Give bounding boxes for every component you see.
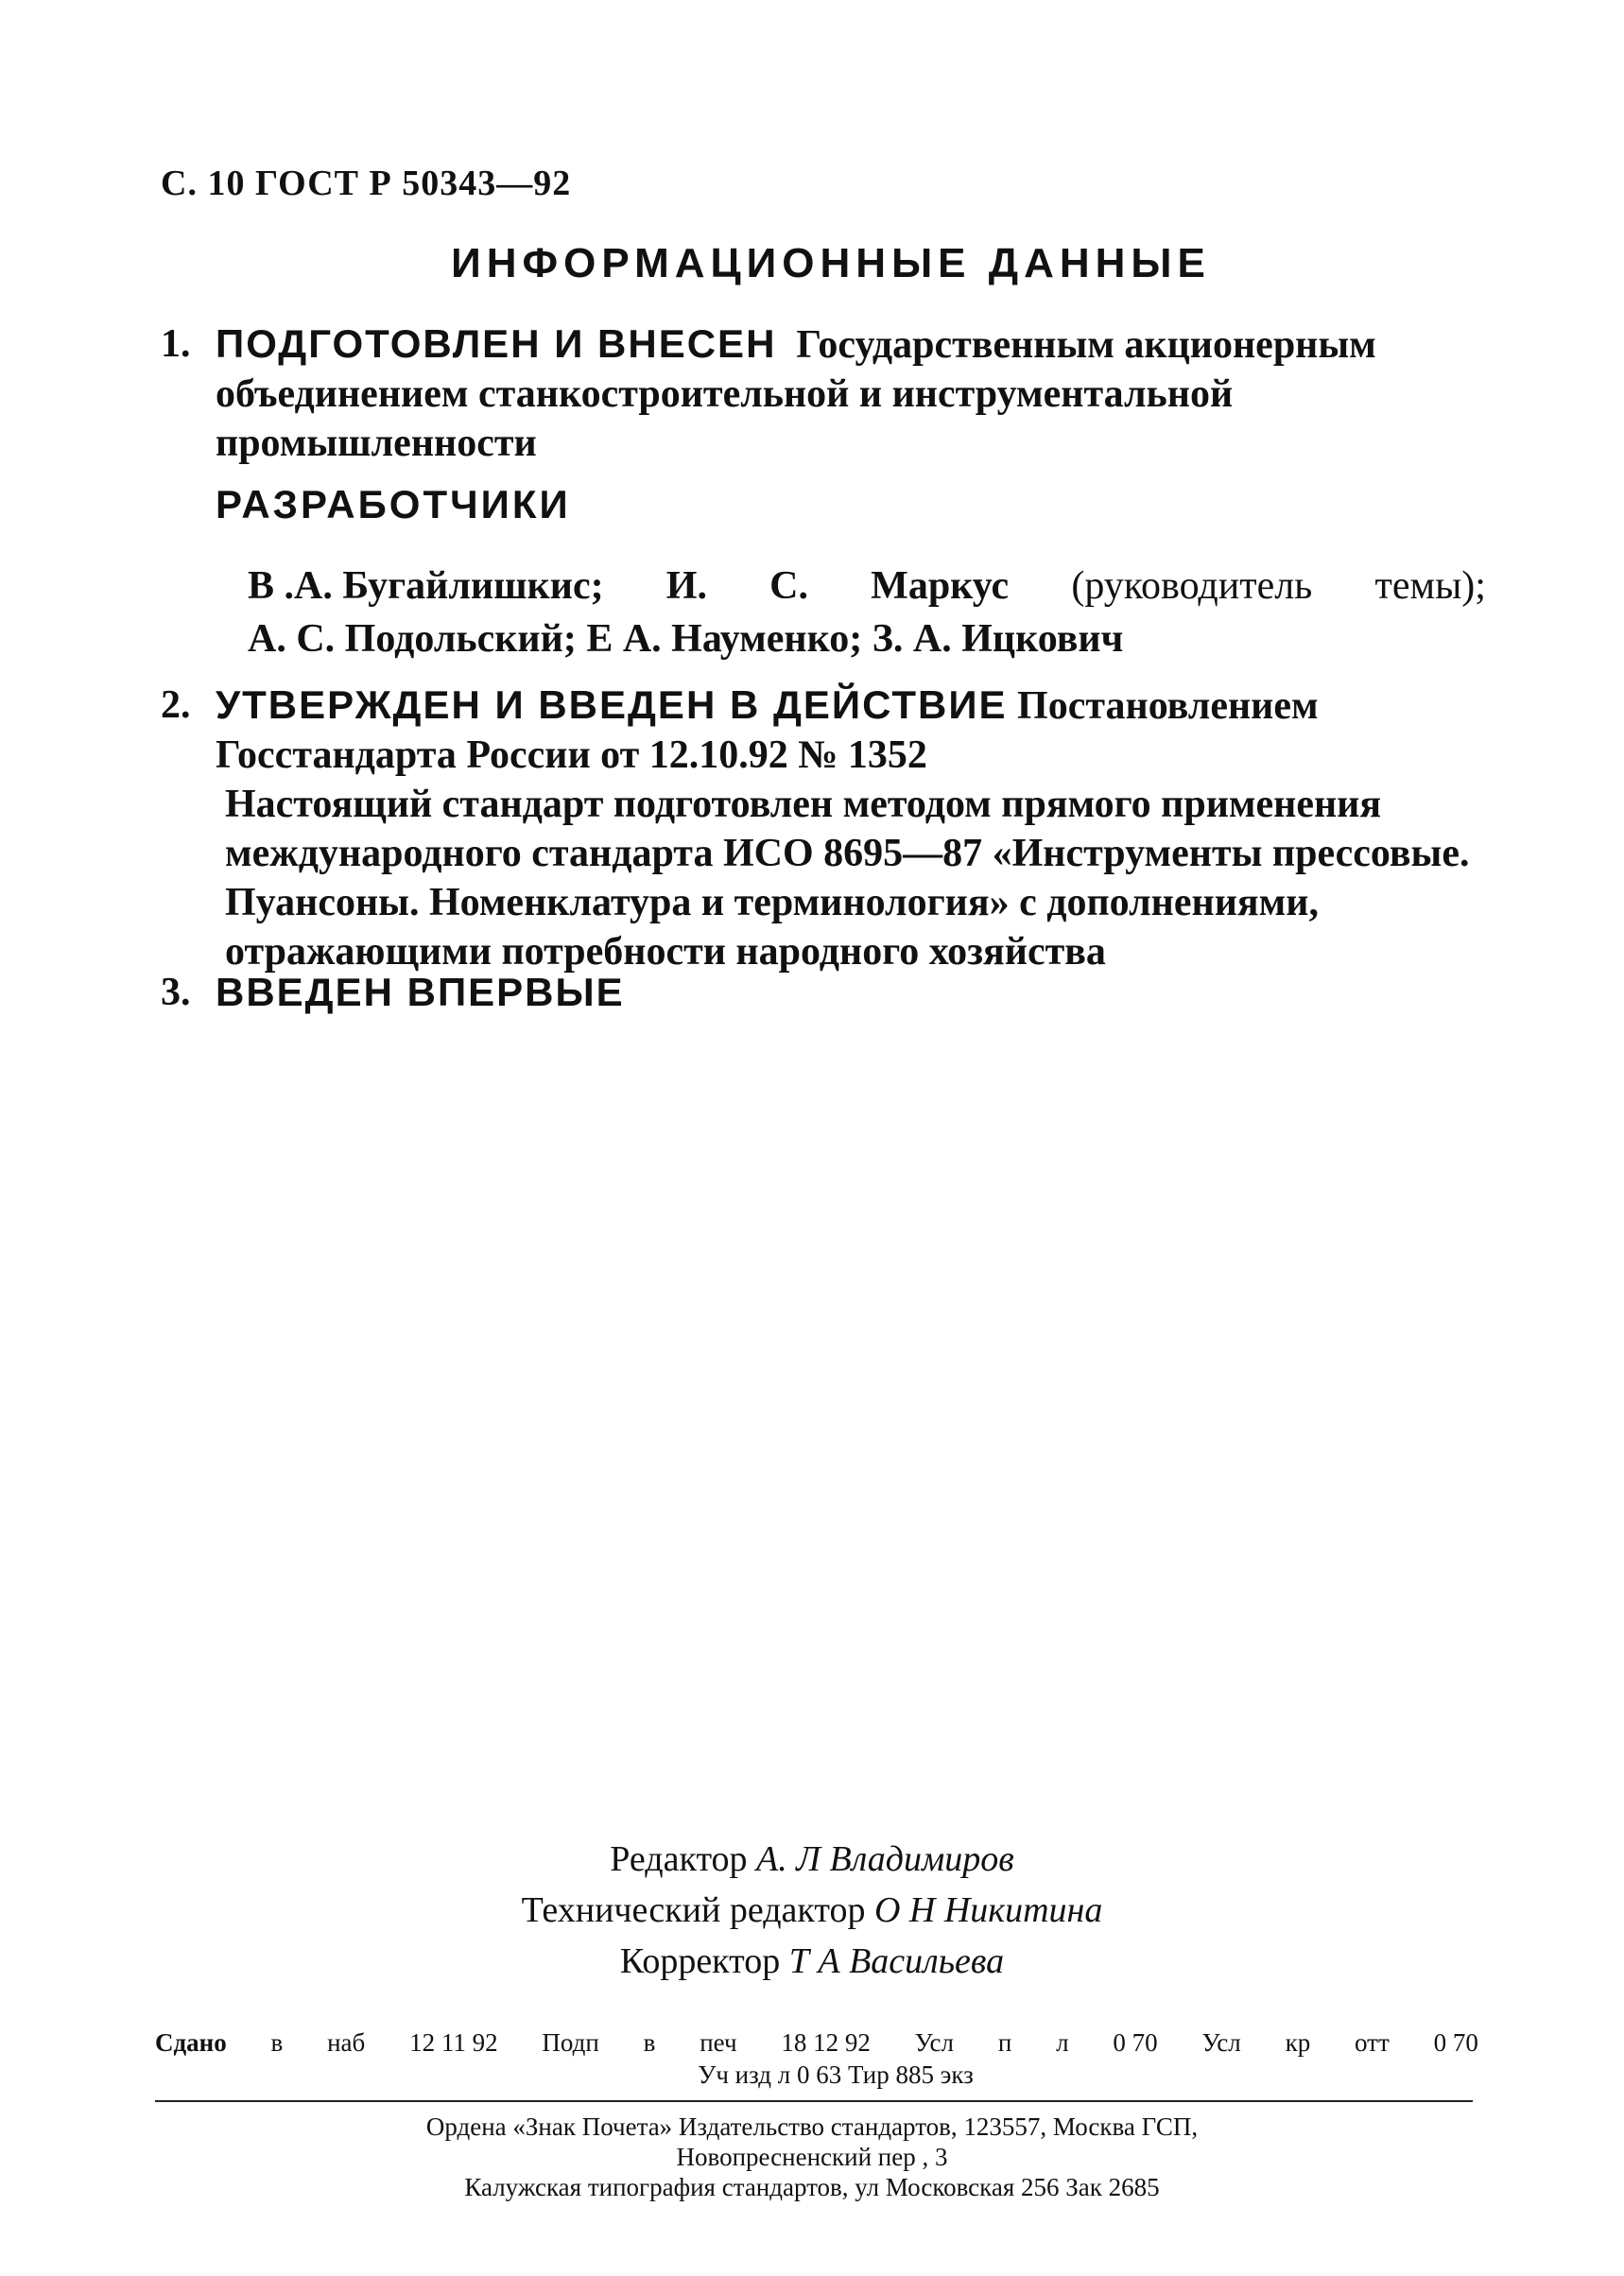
footer-line: Ордена «Знак Почета» Издательство стандартов, 123557, Москва ГСП, bbox=[425, 2112, 1199, 2141]
footer-line: Калужская типография стандартов, ул Московская 256 Зак 2685 bbox=[464, 2173, 1160, 2201]
item-lead: ПОДГОТОВЛЕН И ВНЕСЕН bbox=[216, 321, 777, 366]
developer-word: В .А. Бугайлишкис; bbox=[248, 564, 604, 608]
imprint-word: 12 11 92 bbox=[409, 2028, 498, 2057]
item-note: Настоящий стандарт подготовлен методом прямого применения международного стандарта ИСО 8695—87 «Инструменты прессовые. Пуансоны. Номенклатура и терминология» с дополнениями, отражающими потребности народного хозяйства bbox=[225, 783, 1470, 974]
developer-word: темы); bbox=[1374, 564, 1486, 608]
credit-technical-editor bbox=[0, 1885, 1624, 1936]
imprint-word: 0 70 bbox=[1113, 2028, 1158, 2057]
item-lead: ВВЕДЕН ВПЕРВЫЕ bbox=[216, 970, 625, 1014]
imprint-word: печ bbox=[700, 2028, 737, 2057]
item-body bbox=[216, 681, 1484, 976]
imprint-word: отт bbox=[1355, 2028, 1390, 2057]
developers-heading: РАЗРАБОТЧИКИ bbox=[216, 482, 571, 526]
credit-name: Т А Васильева bbox=[788, 1941, 1005, 1981]
imprint-word: в bbox=[270, 2028, 284, 2057]
developer-word: И. bbox=[665, 564, 707, 608]
footer-line: Новопресненский пер , 3 bbox=[676, 2143, 948, 2171]
item-body bbox=[216, 968, 1484, 1018]
developers-line-2: А. С. Подольский; Е А. Науменко; З. А. Ицкович bbox=[248, 617, 1124, 661]
page-title: ИНФОРМАЦИОННЫЕ ДАННЫЕ bbox=[451, 240, 1211, 286]
item-prepared bbox=[161, 319, 1484, 468]
imprint-word: л bbox=[1056, 2028, 1069, 2057]
credit-name: О Н Никитина bbox=[873, 1890, 1103, 1930]
developer-word: С. bbox=[769, 564, 808, 608]
imprint-word: Усл bbox=[1201, 2028, 1241, 2057]
item-approved bbox=[161, 681, 1484, 976]
publisher-footer bbox=[0, 2112, 1624, 2202]
item-lead: УТВЕРЖДЕН И ВВЕДЕН В ДЕЙСТВИЕ bbox=[216, 682, 1008, 727]
developer-word: Маркус bbox=[871, 564, 1010, 608]
imprint-word: кр bbox=[1285, 2028, 1311, 2057]
credit-proofreader bbox=[0, 1936, 1624, 1987]
imprint-word: Сдано bbox=[155, 2028, 227, 2057]
developers-line-1 bbox=[248, 560, 1486, 612]
imprint-word: в bbox=[643, 2028, 656, 2057]
imprint-word: 18 12 92 bbox=[781, 2028, 871, 2057]
item-introduced bbox=[161, 968, 1484, 1018]
credit-role: Технический редактор bbox=[521, 1890, 866, 1930]
item-number: 1. bbox=[161, 322, 191, 366]
print-imprint bbox=[155, 2026, 1478, 2091]
item-body bbox=[216, 319, 1484, 468]
imprint-row-2: Уч изд л 0 63 Тир 885 экз bbox=[698, 2060, 974, 2089]
imprint-word: наб bbox=[327, 2028, 366, 2057]
editorial-credits bbox=[0, 1834, 1624, 1987]
imprint-row-1 bbox=[155, 2026, 1478, 2059]
credit-editor bbox=[0, 1834, 1624, 1885]
developers-list bbox=[248, 560, 1486, 665]
page-header: С. 10 ГОСТ Р 50343—92 bbox=[161, 164, 572, 203]
credit-role: Редактор bbox=[610, 1839, 748, 1879]
imprint-word: п bbox=[997, 2028, 1012, 2057]
item-text: Государственным акционерным объединением станкостроительной и инструментальной промышленности bbox=[216, 323, 1376, 465]
item-number: 2. bbox=[161, 683, 191, 727]
imprint-word: 0 70 bbox=[1433, 2028, 1478, 2057]
developer-word: (руководитель bbox=[1071, 564, 1313, 608]
imprint-word: Усл bbox=[914, 2028, 954, 2057]
imprint-divider bbox=[155, 2100, 1473, 2102]
credit-name: А. Л Владимиров bbox=[756, 1839, 1014, 1879]
item-number: 3. bbox=[161, 971, 191, 1014]
credit-role: Корректор bbox=[619, 1941, 781, 1981]
imprint-word: Подп bbox=[542, 2028, 599, 2057]
item-text: Постановлением Госстандарта России от 12.10.92 № 1352 bbox=[216, 684, 1319, 777]
